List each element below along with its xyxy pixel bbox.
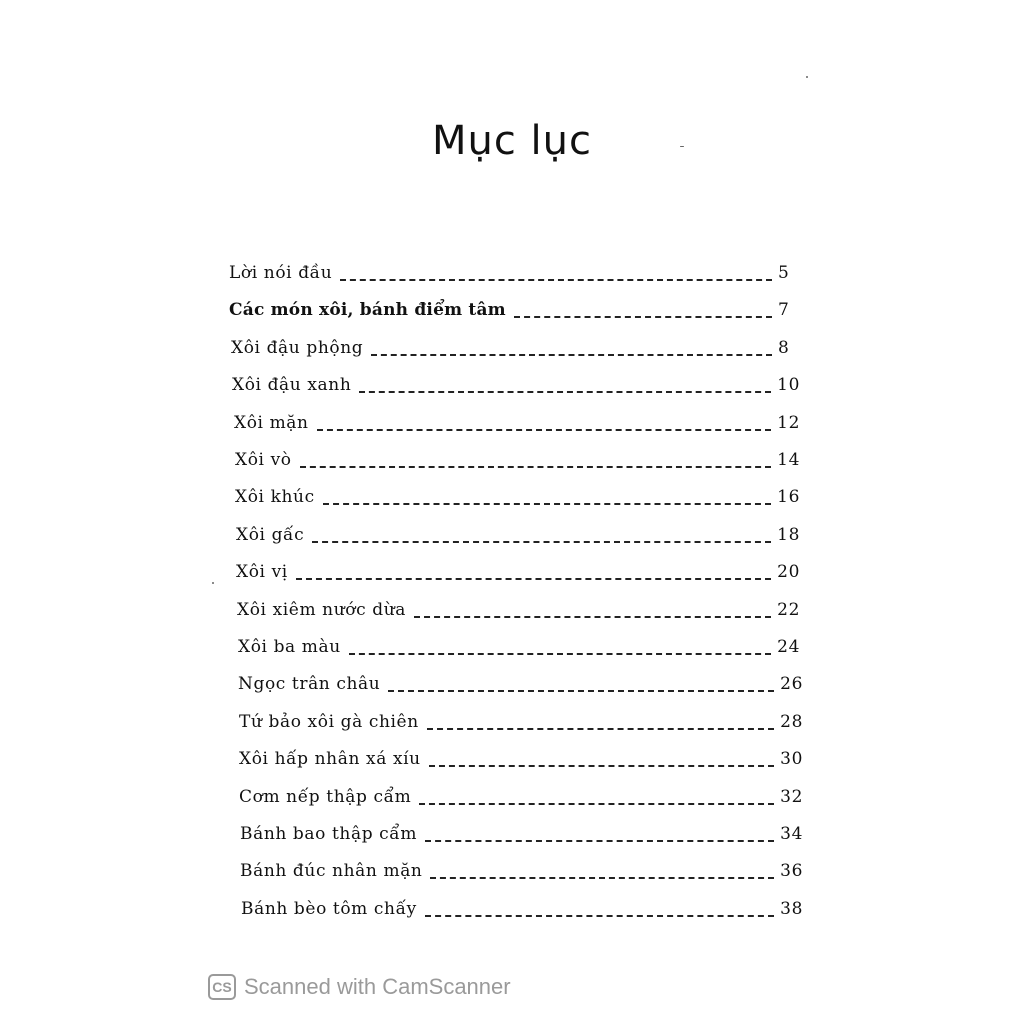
toc-entry — [241, 891, 803, 919]
toc-entry-page-number: 10 — [777, 375, 800, 396]
toc-dot-leader — [317, 429, 772, 431]
toc-dot-leader — [414, 616, 771, 618]
toc-entry — [229, 292, 800, 320]
toc-entry — [235, 479, 800, 507]
toc-entry-page-number: 24 — [777, 637, 800, 657]
toc-entry-label: Xôi ba màu — [238, 637, 341, 657]
toc-dot-leader — [429, 765, 774, 767]
toc-entry — [239, 779, 803, 807]
toc-entry — [235, 442, 800, 470]
toc-entry-label: Các món xôi, bánh điểm tâm — [229, 300, 506, 321]
toc-dot-leader — [419, 803, 774, 805]
toc-dot-leader — [323, 503, 771, 505]
toc-entry-page-number: 14 — [777, 450, 800, 470]
toc-entry-page-number: 16 — [777, 487, 800, 508]
toc-entry — [240, 853, 803, 881]
toc-entry-label: Xôi đậu phộng — [231, 337, 364, 358]
toc-entry-label: Bánh bao thập cẩm — [240, 824, 418, 844]
toc-entry — [234, 405, 800, 433]
toc-entry-page-number: 18 — [777, 524, 800, 545]
toc-entry-label: Xôi vị — [236, 562, 288, 583]
toc-dot-leader — [430, 877, 774, 879]
toc-entry-label: Tứ bảo xôi gà chiên — [239, 711, 419, 732]
toc-dot-leader — [514, 316, 772, 318]
toc-dot-leader — [349, 653, 771, 655]
toc-dot-leader — [371, 354, 772, 356]
toc-entry-page-number: 12 — [777, 412, 800, 433]
toc-entry — [237, 592, 800, 620]
toc-dot-leader — [425, 840, 774, 842]
scan-speck — [680, 146, 684, 147]
toc-dot-leader — [427, 728, 774, 730]
page-title: Mục lục — [431, 118, 593, 164]
toc-entry-label: Cơm nếp thập cẩm — [239, 786, 412, 807]
toc-entry-label: Xôi vò — [235, 450, 292, 470]
toc-entry-label: Xôi khúc — [235, 487, 315, 508]
toc-entry — [239, 741, 803, 769]
toc-entry-label: Ngọc trân châu — [238, 674, 381, 695]
toc-dot-leader — [300, 466, 772, 468]
camscanner-watermark — [208, 972, 511, 1002]
toc-entry-label: Bánh đúc nhân mặn — [240, 861, 423, 882]
toc-entry-page-number: 30 — [780, 749, 803, 770]
toc-entry — [232, 367, 800, 395]
toc-entry-page-number: 36 — [780, 861, 803, 882]
toc-entry-page-number: 5 — [778, 263, 790, 283]
toc-dot-leader — [296, 578, 771, 580]
toc-entry-page-number: 7 — [778, 300, 790, 321]
toc-entry — [231, 330, 800, 358]
toc-dot-leader — [312, 541, 771, 543]
toc-entry — [240, 816, 803, 844]
toc-dot-leader — [388, 690, 774, 692]
toc-dot-leader — [425, 915, 774, 917]
toc-entry-label: Xôi gấc — [236, 524, 305, 545]
toc-entry-page-number: 26 — [780, 674, 803, 695]
scan-speck — [212, 582, 214, 584]
toc-entry-label: Lời nói đầu — [229, 263, 333, 283]
toc-entry-label: Xôi đậu xanh — [232, 375, 352, 396]
toc-entry — [236, 554, 800, 582]
toc-entry-page-number: 34 — [780, 824, 803, 844]
camscanner-logo-icon: CS — [208, 974, 236, 1000]
toc-entry — [238, 629, 800, 657]
toc-entry-page-number: 38 — [780, 898, 803, 919]
toc-entry-page-number: 32 — [780, 786, 803, 807]
toc-entry — [238, 666, 803, 694]
toc-entry-page-number: 20 — [777, 562, 800, 583]
toc-entry-label: Xôi xiêm nước dừa — [237, 599, 407, 620]
toc-entry-page-number: 22 — [777, 599, 800, 620]
toc-entry — [236, 517, 800, 545]
toc-dot-leader — [340, 279, 772, 281]
toc-dot-leader — [359, 391, 771, 393]
toc-entry — [239, 704, 803, 732]
toc-entry — [229, 255, 800, 283]
toc-entry-label: Bánh bèo tôm chấy — [241, 898, 417, 919]
watermark-text: Scanned with CamScanner — [244, 974, 511, 999]
toc-entry-page-number: 8 — [778, 337, 790, 358]
scan-speck — [806, 76, 808, 78]
toc-entry-label: Xôi hấp nhân xá xíu — [239, 749, 421, 770]
toc-entry-page-number: 28 — [780, 711, 803, 732]
toc-entry-label: Xôi mặn — [234, 412, 309, 433]
